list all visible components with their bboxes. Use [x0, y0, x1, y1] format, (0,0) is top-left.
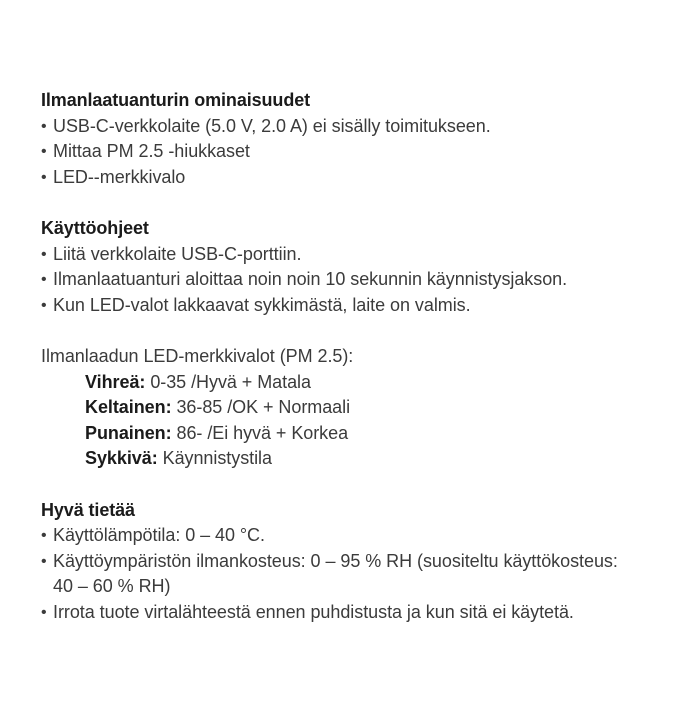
list-item: • Kun LED-valot lakkaavat sykkimästä, laite on valmis.: [41, 293, 641, 319]
led-label: Keltainen:: [85, 397, 172, 417]
led-value: 0-35 /Hyvä + Matala: [150, 371, 311, 392]
features-heading: Ilmanlaatuanturin ominaisuudet: [41, 90, 311, 110]
good-to-know-list: [41, 523, 641, 625]
list-item: • LED--merkkivalo: [41, 165, 641, 191]
led-value: 86- /Ei hyvä + Korkea: [176, 422, 349, 443]
led-label: Punainen:: [85, 422, 172, 443]
document-body: [41, 88, 641, 625]
led-indicator-green: [85, 370, 641, 396]
section-instructions: [41, 216, 641, 318]
led-value: Käynnistystila: [162, 448, 272, 468]
list-item: • Käyttöympäristön ilmankosteus: 0 – 95 % RH (suositeltu käyttökosteus: 40 – 60 % RH): [41, 549, 641, 600]
led-indicator-pulsing: [85, 446, 641, 472]
instructions-heading: Käyttöohjeet: [41, 218, 149, 238]
led-label: Vihreä:: [85, 371, 146, 392]
list-item: • USB-C-verkkolaite (5.0 V, 2.0 A) ei sisälly toimitukseen.: [41, 114, 641, 140]
led-indicators-list: [41, 370, 641, 472]
led-indicators-intro: Ilmanlaadun LED-merkkivalot (PM 2.5):: [41, 346, 354, 366]
list-item: • Mittaa PM 2.5 -hiukkaset: [41, 139, 641, 165]
good-to-know-heading: Hyvä tietää: [41, 499, 135, 520]
list-item: • Käyttölämpötila: 0 – 40 °C.: [41, 523, 641, 549]
list-item: • Ilmanlaatuanturi aloittaa noin noin 10 sekunnin käynnistysjakson.: [41, 267, 641, 293]
led-indicator-yellow: [85, 395, 641, 421]
led-label: Sykkivä:: [85, 448, 158, 468]
section-good-to-know: [41, 498, 641, 626]
led-indicator-red: [85, 421, 641, 447]
led-value: 36-85 /OK + Normaali: [176, 397, 351, 417]
features-list: [41, 114, 641, 191]
instructions-list: [41, 242, 641, 319]
list-item: • Irrota tuote virtalähteestä ennen puhdistusta ja kun sitä ei käytetä.: [41, 600, 641, 626]
section-features: [41, 88, 641, 190]
list-item: • Liitä verkkolaite USB-C-porttiin.: [41, 242, 641, 268]
section-led-indicators: [41, 344, 641, 472]
